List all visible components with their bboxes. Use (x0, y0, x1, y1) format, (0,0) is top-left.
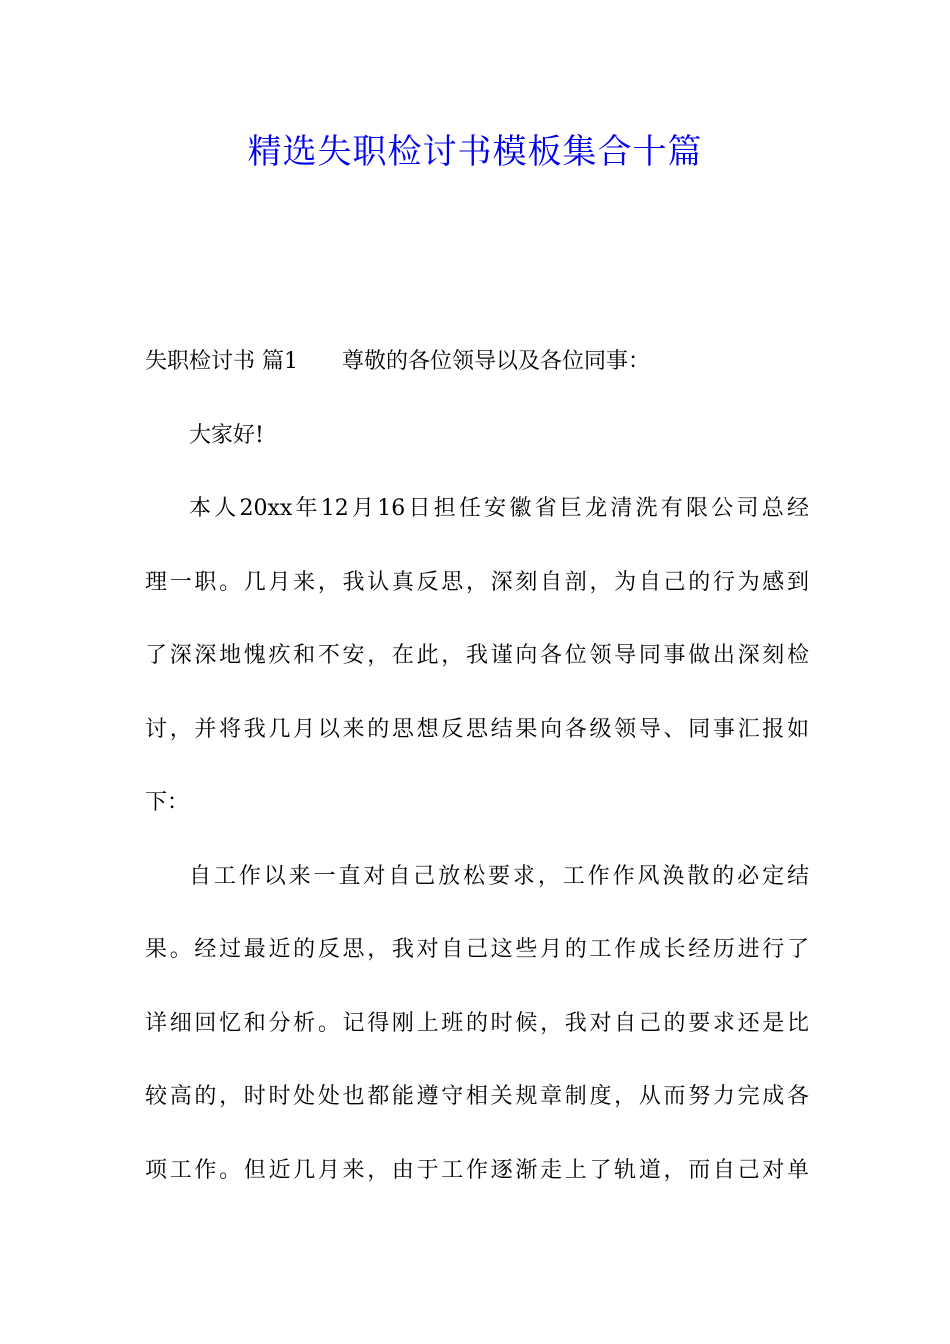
paragraph-line: 讨，并将我几月以来的思想反思结果向各级领导、同事汇报如 (145, 716, 809, 742)
paragraph-line: 自工作以来一直对自己放松要求，工作作风涣散的必定结 (189, 863, 809, 889)
paragraph-line: 了深深地愧疚和不安，在此，我谨向各位领导同事做出深刻检 (145, 643, 809, 668)
salutation: 尊敬的各位领导以及各位同事： (342, 349, 651, 374)
paragraph-line: 较高的，时时处处也都能遵守相关规章制度，从而努力完成各 (145, 1084, 809, 1109)
paragraph-line: 下： (145, 790, 190, 815)
paragraph-line: 本人20xx年12月16日担任安徽省巨龙清洗有限公司总经 (189, 496, 809, 521)
paragraph-line: 果。经过最近的反思，我对自己这些月的工作成长经历进行了 (145, 937, 809, 962)
paragraph-line: 理一职。几月来，我认真反思，深刻自剖，为自己的行为感到 (145, 569, 809, 595)
greeting-line: 大家好! (189, 422, 264, 448)
document-body (145, 338, 809, 1220)
paragraph-line: 项工作。但近几月来，由于工作逐渐走上了轨道，而自己对单 (145, 1157, 809, 1183)
document-title: 精选失职检讨书模板集合十篇 (247, 132, 703, 172)
section-heading-line (145, 338, 809, 386)
section-label: 失职检讨书 篇1 (145, 349, 298, 374)
paragraph-line: 详细回忆和分析。记得刚上班的时候，我对自己的要求还是比 (145, 1010, 809, 1036)
